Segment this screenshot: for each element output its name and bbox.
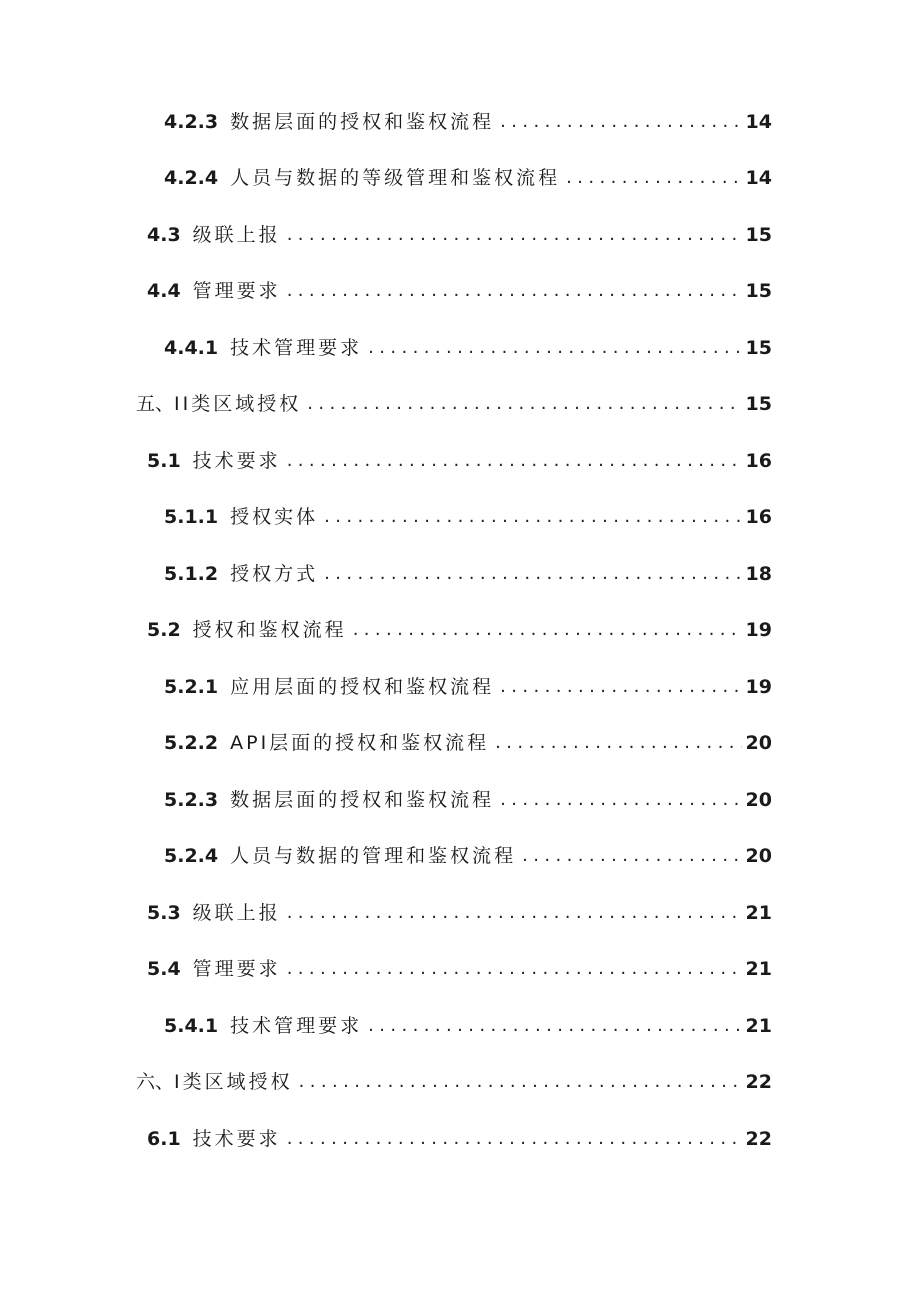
toc-entry-page: 20	[745, 789, 772, 811]
toc-entry-number: 5.2.4	[164, 845, 219, 867]
toc-dot-leader	[495, 727, 741, 759]
toc-dot-leader	[307, 388, 741, 420]
toc-dot-leader	[287, 1123, 742, 1155]
toc-entry-number: 5.1.1	[164, 506, 219, 528]
toc-entry-page: 15	[745, 393, 772, 415]
toc-entry-title: 技术管理要求	[230, 337, 363, 359]
toc-entry-5-1-2[interactable]	[164, 558, 772, 590]
toc-entry-5-2[interactable]	[147, 614, 772, 646]
toc-dot-leader	[500, 784, 741, 816]
toc-entry-5-2-3[interactable]	[164, 784, 772, 816]
toc-entry-number: 4.3	[147, 224, 181, 246]
toc-entry-page: 14	[745, 167, 772, 189]
toc-entry-title: I类区域授权	[174, 1071, 293, 1093]
toc-entry-page: 14	[745, 111, 772, 133]
toc-entry-title: 授权方式	[230, 563, 319, 585]
toc-entry-page: 19	[745, 676, 772, 698]
toc-entry-title: 级联上报	[192, 224, 281, 246]
toc-dot-leader	[566, 162, 741, 194]
toc-dot-leader	[353, 614, 742, 646]
toc-entry-number: 六、	[136, 1071, 175, 1093]
toc-entry-number: 5.1.2	[164, 563, 219, 585]
toc-entry-page: 15	[745, 337, 772, 359]
toc-entry-chapter-6[interactable]	[136, 1066, 772, 1098]
toc-entry-5-2-4[interactable]	[164, 840, 772, 872]
toc-entry-title: II类区域授权	[174, 393, 302, 415]
toc-entry-title: 数据层面的授权和鉴权流程	[230, 111, 495, 133]
toc-entry-number: 5.1	[147, 450, 181, 472]
toc-entry-4-4-1[interactable]	[164, 332, 772, 364]
toc-entry-4-3[interactable]	[147, 219, 772, 251]
toc-entry-number: 5.4	[147, 958, 181, 980]
toc-entry-number: 5.4.1	[164, 1015, 219, 1037]
toc-entry-6-1[interactable]	[147, 1123, 772, 1155]
toc-entry-4-4[interactable]	[147, 275, 772, 307]
toc-entry-5-3[interactable]	[147, 897, 772, 929]
toc-entry-chapter-5[interactable]	[136, 388, 772, 420]
toc-dot-leader	[299, 1066, 742, 1098]
toc-entry-page: 16	[745, 506, 772, 528]
toc-entry-title: API层面的授权和鉴权流程	[230, 732, 490, 754]
toc-entry-number: 5.3	[147, 902, 181, 924]
toc-entry-number: 4.4	[147, 280, 181, 302]
toc-entry-title: 级联上报	[192, 902, 281, 924]
toc-dot-leader	[522, 840, 741, 872]
toc-entry-number: 5.2	[147, 619, 181, 641]
toc-entry-title: 人员与数据的等级管理和鉴权流程	[230, 167, 561, 189]
toc-entry-page: 22	[745, 1128, 772, 1150]
toc-entry-5-2-2[interactable]	[164, 727, 772, 759]
toc-entry-page: 15	[745, 280, 772, 302]
toc-entry-5-1[interactable]	[147, 445, 772, 477]
toc-dot-leader	[287, 897, 742, 929]
toc-entry-number: 5.2.2	[164, 732, 219, 754]
toc-dot-leader	[287, 275, 742, 307]
toc-entry-page: 21	[745, 958, 772, 980]
toc-entry-number: 6.1	[147, 1128, 181, 1150]
toc-entry-page: 21	[745, 902, 772, 924]
toc-entry-page: 20	[745, 732, 772, 754]
toc-entry-number: 5.2.1	[164, 676, 219, 698]
toc-entry-title: 管理要求	[192, 280, 281, 302]
toc-dot-leader	[287, 953, 742, 985]
toc-entry-title: 授权和鉴权流程	[192, 619, 347, 641]
toc-entry-title: 数据层面的授权和鉴权流程	[230, 789, 495, 811]
toc-entry-page: 16	[745, 450, 772, 472]
toc-entry-title: 技术要求	[192, 1128, 281, 1150]
toc-entry-title: 授权实体	[230, 506, 319, 528]
toc-entry-5-4-1[interactable]	[164, 1010, 772, 1042]
toc-entry-5-4[interactable]	[147, 953, 772, 985]
toc-entry-4-2-4[interactable]	[164, 162, 772, 194]
toc-entry-number: 4.2.4	[164, 167, 219, 189]
toc-entry-title: 技术要求	[192, 450, 281, 472]
toc-entry-4-2-3[interactable]	[164, 106, 772, 138]
toc-entry-title: 人员与数据的管理和鉴权流程	[230, 845, 517, 867]
toc-entry-page: 20	[745, 845, 772, 867]
toc-entry-number: 五、	[136, 393, 175, 415]
toc-dot-leader	[324, 501, 741, 533]
toc-entry-5-1-1[interactable]	[164, 501, 772, 533]
toc-entry-title: 技术管理要求	[230, 1015, 363, 1037]
toc-entry-page: 22	[745, 1071, 772, 1093]
toc-entry-title: 管理要求	[192, 958, 281, 980]
toc-dot-leader	[287, 219, 742, 251]
toc-dot-leader	[500, 671, 741, 703]
toc-entry-page: 21	[745, 1015, 772, 1037]
toc-entry-page: 19	[745, 619, 772, 641]
toc-dot-leader	[287, 445, 742, 477]
toc-dot-leader	[324, 558, 741, 590]
toc-entry-number: 4.4.1	[164, 337, 219, 359]
toc-dot-leader	[368, 1010, 741, 1042]
toc-dot-leader	[500, 106, 741, 138]
toc-entry-title: 应用层面的授权和鉴权流程	[230, 676, 495, 698]
toc-entry-5-2-1[interactable]	[164, 671, 772, 703]
toc-dot-leader	[368, 332, 741, 364]
toc-entry-number: 4.2.3	[164, 111, 219, 133]
toc-entry-number: 5.2.3	[164, 789, 219, 811]
toc-entry-page: 18	[745, 563, 772, 585]
toc-entry-page: 15	[745, 224, 772, 246]
